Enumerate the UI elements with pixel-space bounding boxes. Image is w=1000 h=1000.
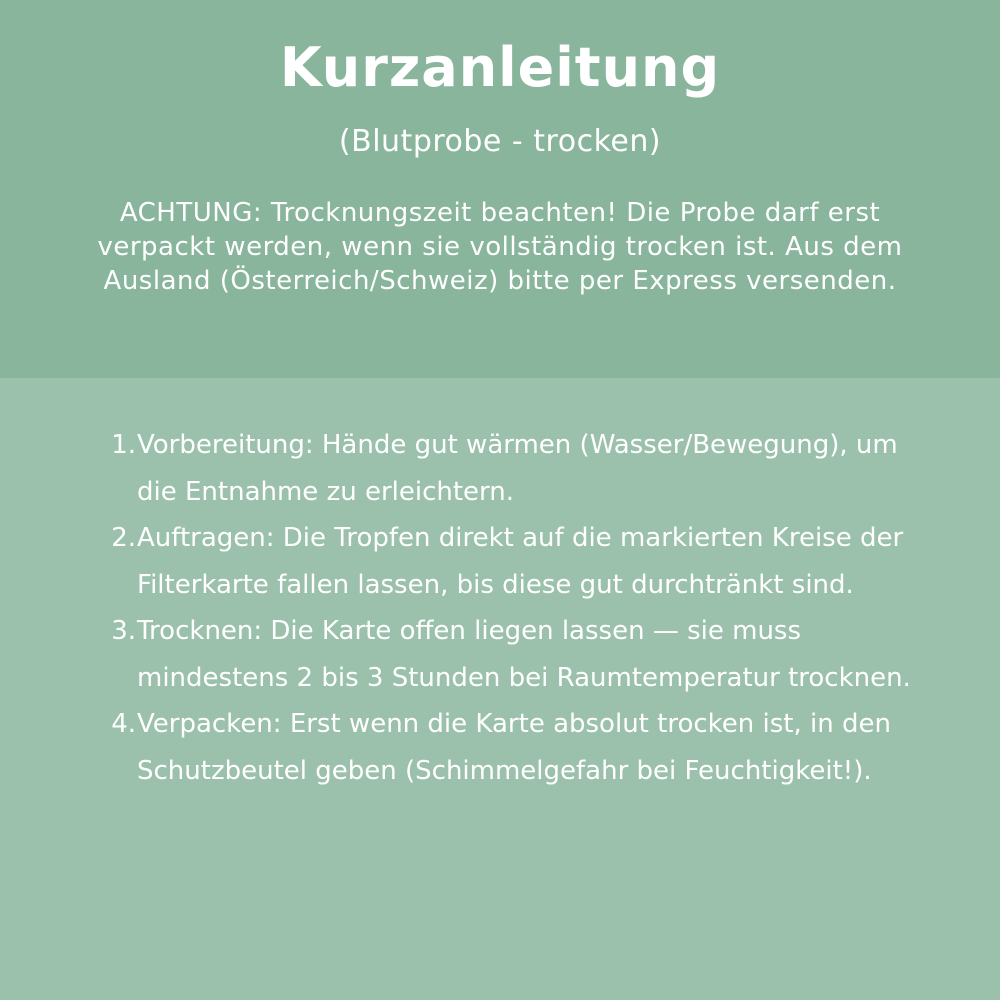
step-number: 4. <box>111 709 136 739</box>
step-item <box>100 608 940 701</box>
step-item <box>100 701 940 794</box>
step-number: 1. <box>111 430 136 460</box>
steps-list <box>100 422 940 794</box>
page-subtitle: (Blutprobe - trocken) <box>338 124 662 159</box>
step-text: Trocknen: Die Karte offen liegen lassen — sie muss mindestens 2 bis 3 Stunden bei Raumtemperatur trocknen. <box>137 616 911 693</box>
step-text: Vorbereitung: Hände gut wärmen (Wasser/Bewegung), um die Entnahme zu erleichtern. <box>137 430 898 507</box>
page-title: Kurzanleitung <box>279 36 721 99</box>
step-item <box>100 422 940 515</box>
warning-text: ACHTUNG: Trocknungszeit beachten! Die Probe darf erst verpackt werden, wenn sie vollständig trocken ist. Aus dem Ausland (Österreich/Schweiz) bitte per Express versenden. <box>97 198 903 296</box>
step-text: Auftragen: Die Tropfen direkt auf die markierten Kreise der Filterkarte fallen lassen, bis diese gut durchtränkt sind. <box>137 523 904 600</box>
step-text: Verpacken: Erst wenn die Karte absolut trocken ist, in den Schutzbeutel geben (Schimmelgefahr bei Feuchtigkeit!). <box>137 709 891 786</box>
header-panel <box>0 0 1000 378</box>
step-item <box>100 515 940 608</box>
step-number: 2. <box>111 523 136 553</box>
step-number: 3. <box>111 616 136 646</box>
